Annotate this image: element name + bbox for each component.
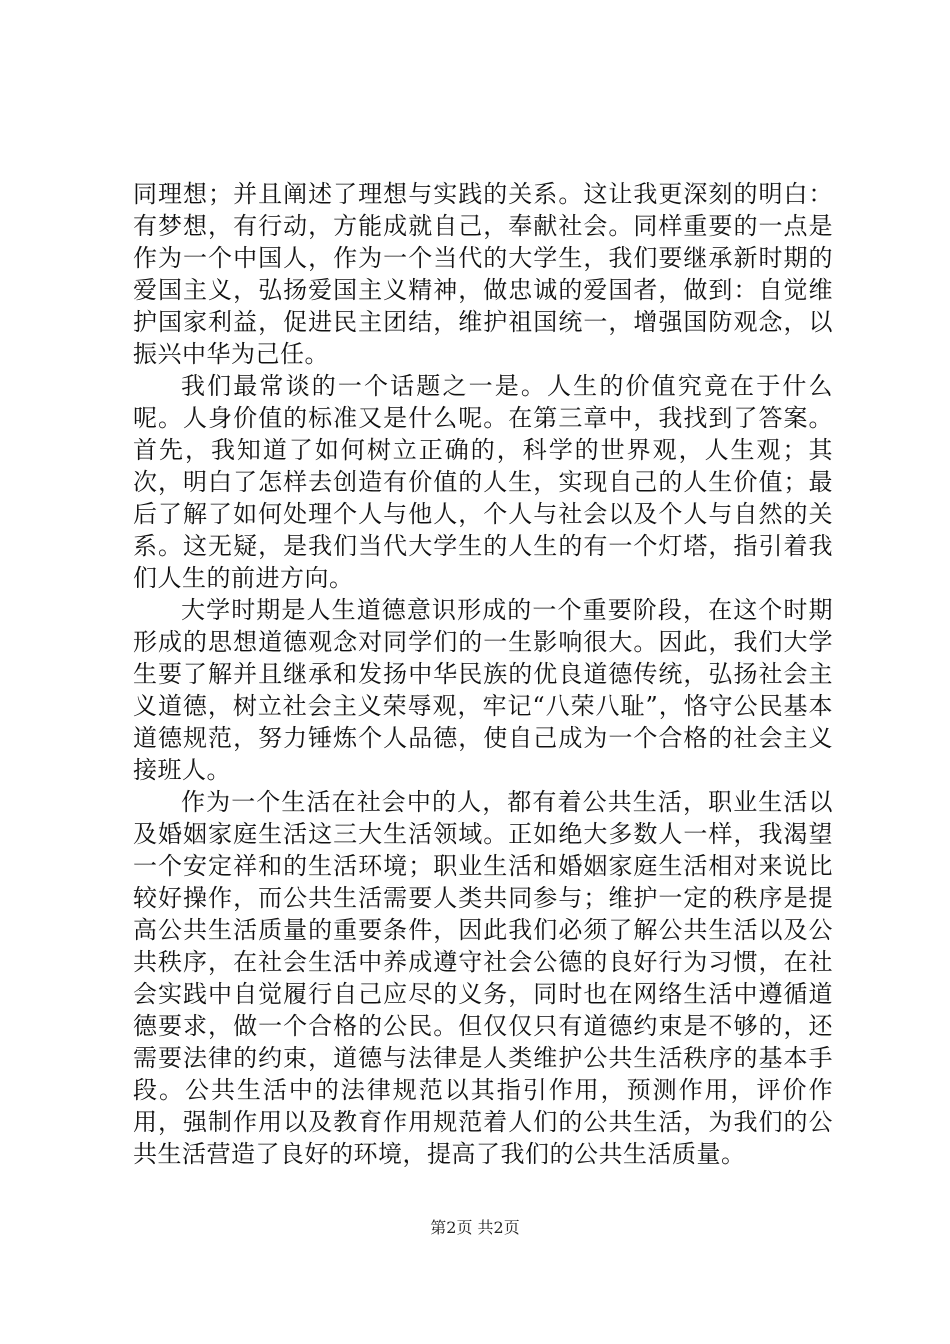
- paragraph-1: 同理想；并且阐述了理想与实践的关系。这让我更深刻的明白：有梦想，有行动，方能成就自己，奉献社会。同样重要的一点是作为一个中国人，作为一个当代的大学生，我们要继承新时期的爱国主义，弘扬爱国主义精神，做忠诚的爱国者，做到：自觉维护国家利益，促进民主团结，维护祖国统一，增强国防观念，以振兴中华为己任。: [133, 180, 833, 368]
- paragraph-4: 作为一个生活在社会中的人，都有着公共生活，职业生活以及婚姻家庭生活这三大生活领域。正如绝大多数人一样，我渴望一个安定祥和的生活环境；职业生活和婚姻家庭生活相对来说比较好操作，而公共生活需要人类共同参与；维护一定的秩序是提高公共生活质量的重要条件，因此我们必须了解公共生活以及公共秩序，在社会生活中养成遵守社会公德的良好行为习惯，在社会实践中自觉履行自己应尽的义务，同时也在网络生活中遵循道德要求，做一个合格的公民。但仅仅只有道德约束是不够的，还需要法律的约束，道德与法律是人类维护公共生活秩序的基本手段。公共生活中的法律规范以其指引作用，预测作用，评价作用，强制作用以及教育作用规范着人们的公共生活，为我们的公共生活营造了良好的环境，提高了我们的公共生活质量。: [133, 788, 833, 1168]
- page-number-footer: 第2页 共2页: [430, 1218, 520, 1237]
- paragraph-2: 我们最常谈的一个话题之一是。人生的价值究竟在于什么呢。人身价值的标准又是什么呢。在第三章中，我找到了答案。首先，我知道了如何树立正确的，科学的世界观，人生观；其次，明白了怎样去创造有价值的人生，实现自己的人生价值；最后了解了如何处理个人与他人，个人与社会以及个人与自然的关系。这无疑，是我们当代大学生的人生的有一个灯塔，指引着我们人生的前进方向。: [133, 372, 833, 592]
- paragraph-3: 大学时期是人生道德意识形成的一个重要阶段，在这个时期形成的思想道德观念对同学们的一生影响很大。因此，我们大学生要了解并且继承和发扬中华民族的优良道德传统，弘扬社会主义道德，树立社会主义荣辱观，牢记“八荣八耻”，恪守公民基本道德规范，努力锤炼个人品德，使自己成为一个合格的社会主义接班人。: [133, 596, 833, 784]
- document-body: [133, 178, 833, 1170]
